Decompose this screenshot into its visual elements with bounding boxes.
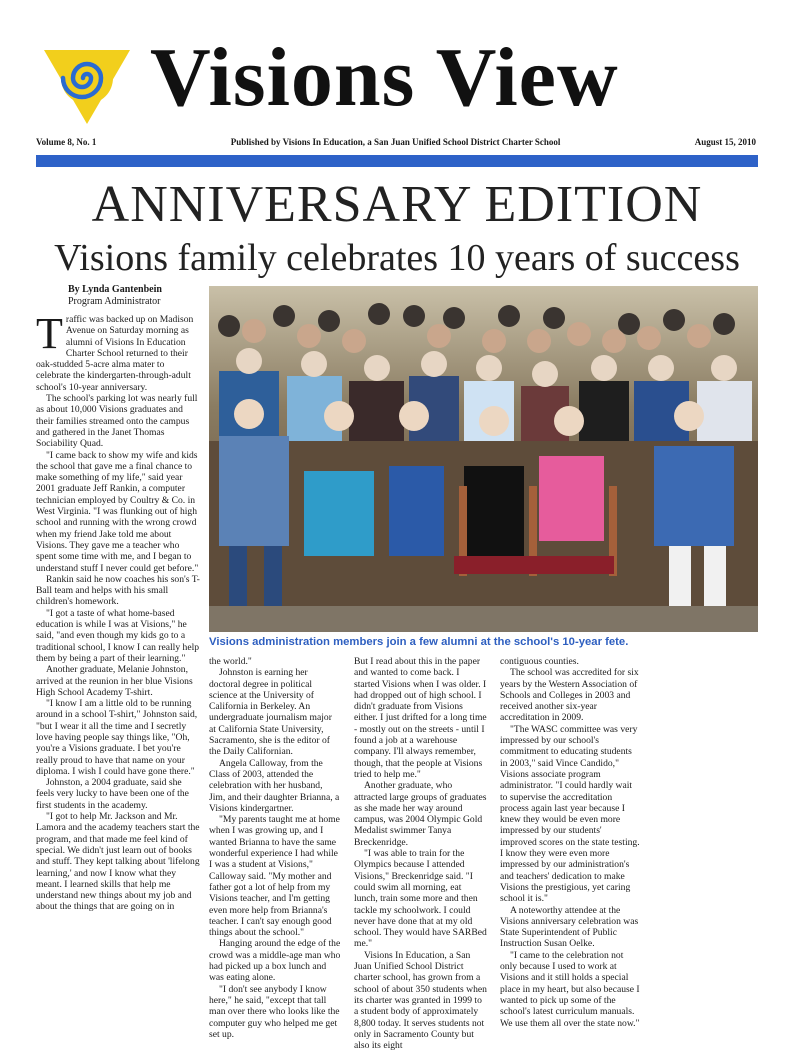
article-paragraph: The school was accredited for six years by the Western Association of Schools and Colleges in 2003 and received another six-year accreditation in 2009. — [500, 667, 639, 724]
article-paragraph: "I got to help Mr. Jackson and Mr. Lamora and the academy teachers start the program, and that made me feel kind of special. We didn't just learn out of books and stuff. They kept talking about 'lifelong learning,' and now I know what they meant. I learned skills that help me understand new things about my job and about the things that are going on in — [36, 811, 200, 913]
article-paragraph: "I know I am a little old to be running around in a school T-shirt," Johnston said, "but I wear it all the time and I secretly love having people say things like, "Oh, you're a Visions graduate. I bet you're really proud to have that name on your diploma. I wish I could have gone there." — [36, 698, 198, 777]
article-paragraph: "I was able to train for the Olympics because I attended Visions," Breckenridge said. "I could swim all morning, eat lunch, train some more and then tackle my schoolwork. I could never have done that at my old school. They would have SARBed me." — [354, 848, 487, 950]
article-column-3 — [354, 656, 487, 1051]
drop-cap: T — [36, 309, 63, 358]
lead-paragraph: Traffic was backed up on Madison Avenue on Saturday morning as alumni of Visions In Education Charter School returned to their oak-studded 5-acre alma mater to celebrate the kindergarten-through-adult school's 10-year anniversary. — [36, 309, 194, 393]
byline — [68, 284, 198, 308]
article-paragraph: Rankin said he now coaches his son's T-Ball team and helps with his small children's homework. — [36, 573, 200, 608]
article-paragraph: contiguous counties. — [500, 656, 579, 667]
newsletter-title: Visions View — [150, 31, 619, 124]
group-photo-image — [209, 286, 758, 632]
photo-caption: Visions administration members join a few alumni at the school's 10-year fete. — [209, 636, 629, 648]
article-paragraph: "The WASC committee was very impressed by our school's commitment to educating students in 2003," said Vince Candido," Visions associate program administrator. "I could hardly wait to supervise the accreditation process again last year because I knew they would be even more impressed by our students' improved scores on the state testing. I know they were even more impressed by our administration's and teachers' dedication to make Visions the prestigious, yet caring school it is." — [500, 723, 640, 905]
article-paragraph: "My parents taught me at home when I was growing up, and I wanted Brianna to have the same wonderful experience I had while I was a student at Visions," Calloway said. "My mother and father got a lot of help from my Visions teacher, and I'm getting even more help from Brianna's teacher. I can't say enough good things about the school." — [209, 814, 340, 939]
accent-divider — [36, 155, 758, 167]
headline: ANNIVERSARY EDITION — [91, 176, 703, 233]
article-column-1 — [36, 309, 200, 1020]
volume-number: Volume 8, No. 1 — [36, 137, 97, 147]
issue-info-bar — [36, 133, 756, 151]
article-paragraph: Another graduate, Melanie Johnston, arrived at the reunion in her blue Visions High School Academy T-shirt. — [36, 664, 193, 698]
author-name: By Lynda Gantenbein — [68, 284, 162, 295]
article-paragraph: Visions In Education, a San Juan Unified School District charter school, has grown from a school of about 350 students when its charter was granted in 1999 to a student body of approximately 8,800 today. It serves students not only in Sacramento County but also its eight — [354, 949, 487, 1051]
article-paragraph: "I don't see anybody I know here," he said, "except that tall man over there who looks like the computer guy who helped me get set up. — [209, 983, 340, 1040]
article-column-2 — [209, 656, 341, 1040]
article-paragraph: "I got a taste of what home-based education is while I was at Visions," he said, "and even though my kids go to a traditional school, I know I can really help them by being a part of their learning." — [36, 607, 200, 664]
article-paragraph: Angela Calloway, from the Class of 2003, attended the celebration with her husband, Jim, and their daughter Brianna, a Visions kindergartner. — [209, 757, 340, 814]
author-role: Program Administrator — [68, 296, 161, 307]
article-paragraph: But I read about this in the paper and wanted to come back. I started Visions when I was older. I had dropped out of high school. I didn't graduate from Visions either. I just drifted for a long time - mostly out on the streets - until I found a job at a warehouse company. I'll always remember, though, that the people at Visions tried to help me." — [354, 656, 487, 780]
article-column-4 — [500, 656, 640, 1029]
article-paragraph: Another graduate, who attracted large groups of graduates as she made her way around campus, was 2004 Olympic Gold Medalist swimmer Tanya Breckenridge. — [354, 780, 487, 848]
subheadline: Visions family celebrates 10 years of success — [54, 237, 740, 279]
article-paragraph: Johnston is earning her doctoral degree in political science at the University of California in Berkeley. An undergraduate journalism major at California State University, Sacramento, she is the editor of the Daily Californian. — [209, 667, 332, 758]
article-paragraph: "I came back to show my wife and kids the school that gave me a final chance to make something of my life," said year 2001 graduate Jeff Rankin, a computer technician employed by Coultry & Co. in West Virginia. "I was flunking out of high school and running with the wrong crowd when my friend Jake told me about Visions. They gave me a teacher who spent some time with me, and I began to understand stuff I never could get before." — [36, 449, 199, 574]
swirl-sun-logo-icon — [42, 36, 132, 126]
article-paragraph: Hanging around the edge of the crowd was a middle-age man who had picked up a box lunch and was eating alone. — [209, 938, 341, 984]
visions-logo — [42, 36, 132, 126]
article-paragraph: Johnston, a 2004 graduate, said she feels very lucky to have been one of the first students in the academy. — [36, 777, 189, 811]
article-paragraph: "I came to the celebration not only because I used to work at Visions and it still holds a special place in my heart, but also because I wanted to pick up some of the school's latest curriculum manuals. We use them all over the state now." — [500, 949, 640, 1029]
publisher-line: Published by Visions In Education, a San Juan Unified School District Charter School — [230, 137, 561, 147]
article-paragraph: The school's parking lot was nearly full as about 10,000 Visions graduates and their families streamed onto the campus and gathered in the Janet Thomas Sociability Quad. — [36, 393, 198, 450]
issue-date: August 15, 2010 — [694, 137, 756, 147]
article-paragraph: the world." — [209, 656, 252, 667]
article-paragraph: A noteworthy attendee at the Visions anniversary celebration was State Superintendent of Public Instruction Susan Oelke. — [500, 904, 639, 950]
group-photo — [209, 286, 758, 632]
